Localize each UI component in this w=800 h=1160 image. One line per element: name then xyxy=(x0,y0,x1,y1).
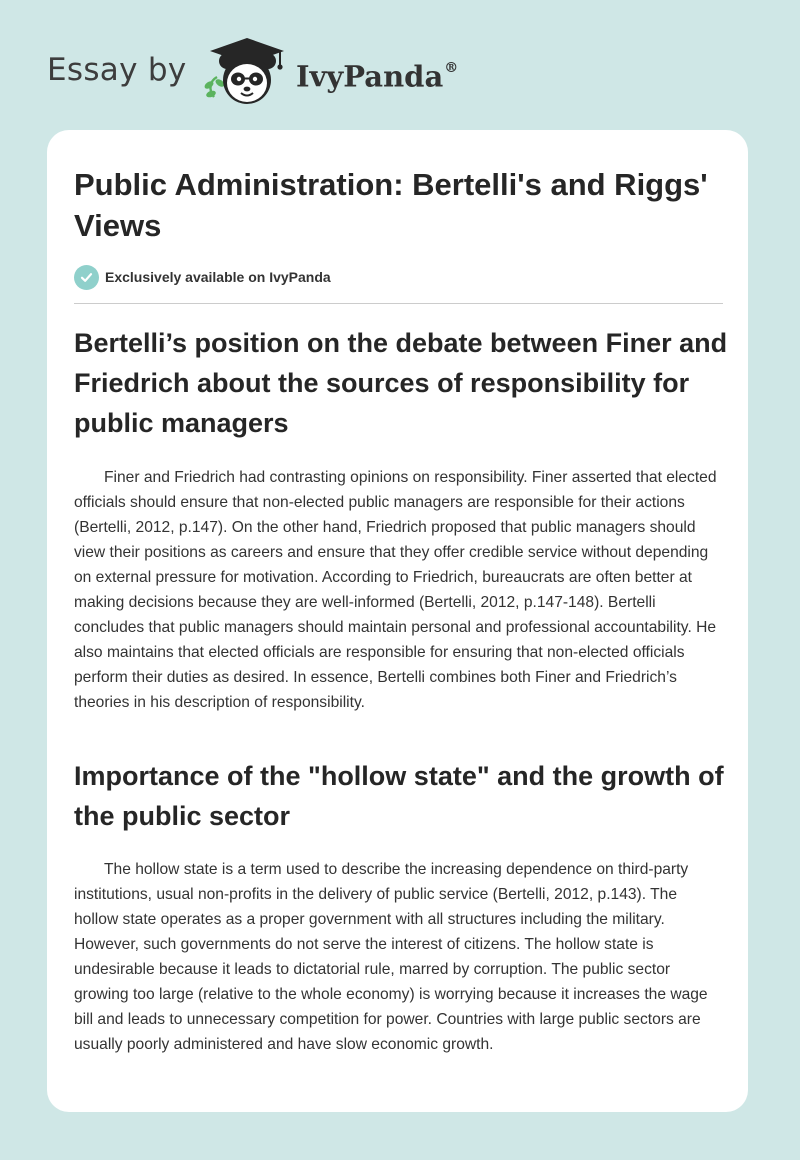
section-paragraph: The hollow state is a term used to describe the increasing dependence on third-party institutions, usual non-profits in the delivery of public service (Bertelli, 2012, p.143). The hollow state operates as a proper government with all structures including the military. However, such governments do not serve the interest of citizens. The hollow state is undesirable because it leads to dictatorial rule, marred by corruption. The public sector growing too large (relative to the whole economy) is worrying because it increases the wage bill and leads to unnecessary competition for power. Countries with large public sectors are usually poorly administered and have slow economic growth. xyxy=(74,861,708,1053)
section-heading: Bertelli’s position on the debate between Finer and Friedrich about the sources of responsibility for public managers xyxy=(74,328,728,438)
section-paragraph: Finer and Friedrich had contrasting opinions on responsibility. Finer asserted that elected officials should ensure that non-elected public managers are responsible for their actions (Bertelli, 2012, p.147). On the other hand, Friedrich proposed that public managers should view their positions as careers and ensure that they offer credible service without depending on external pressure for motivation. According to Friedrich, bureaucrats are often better at making decisions because they are well-informed (Bertelli, 2012, p.147-148). Bertelli concludes that public managers should maintain personal and professional accountability. He also maintains that elected officials are responsible for ensuring that non-elected officials perform their duties as desired. In essence, Bertelli combines both Finer and Friedrich’s theories in his description of responsibility. xyxy=(74,469,717,711)
essay-card xyxy=(47,130,748,1112)
brand-name: IvyPanda xyxy=(296,59,444,94)
section-heading: Importance of the "hollow state" and the growth of the public sector xyxy=(74,761,724,831)
registered-mark: ® xyxy=(444,60,459,76)
exclusive-badge-label: Exclusively available on IvyPanda xyxy=(105,269,331,285)
page-title: Public Administration: Bertelli's and Riggs' Views xyxy=(74,167,708,243)
divider xyxy=(74,303,723,304)
brand-wordmark[interactable] xyxy=(296,52,458,97)
exclusive-badge xyxy=(74,264,331,290)
site-header xyxy=(0,0,800,125)
check-icon xyxy=(74,265,99,290)
panda-graduate-icon xyxy=(200,35,292,110)
essay-by-label: Essay by xyxy=(47,52,187,88)
